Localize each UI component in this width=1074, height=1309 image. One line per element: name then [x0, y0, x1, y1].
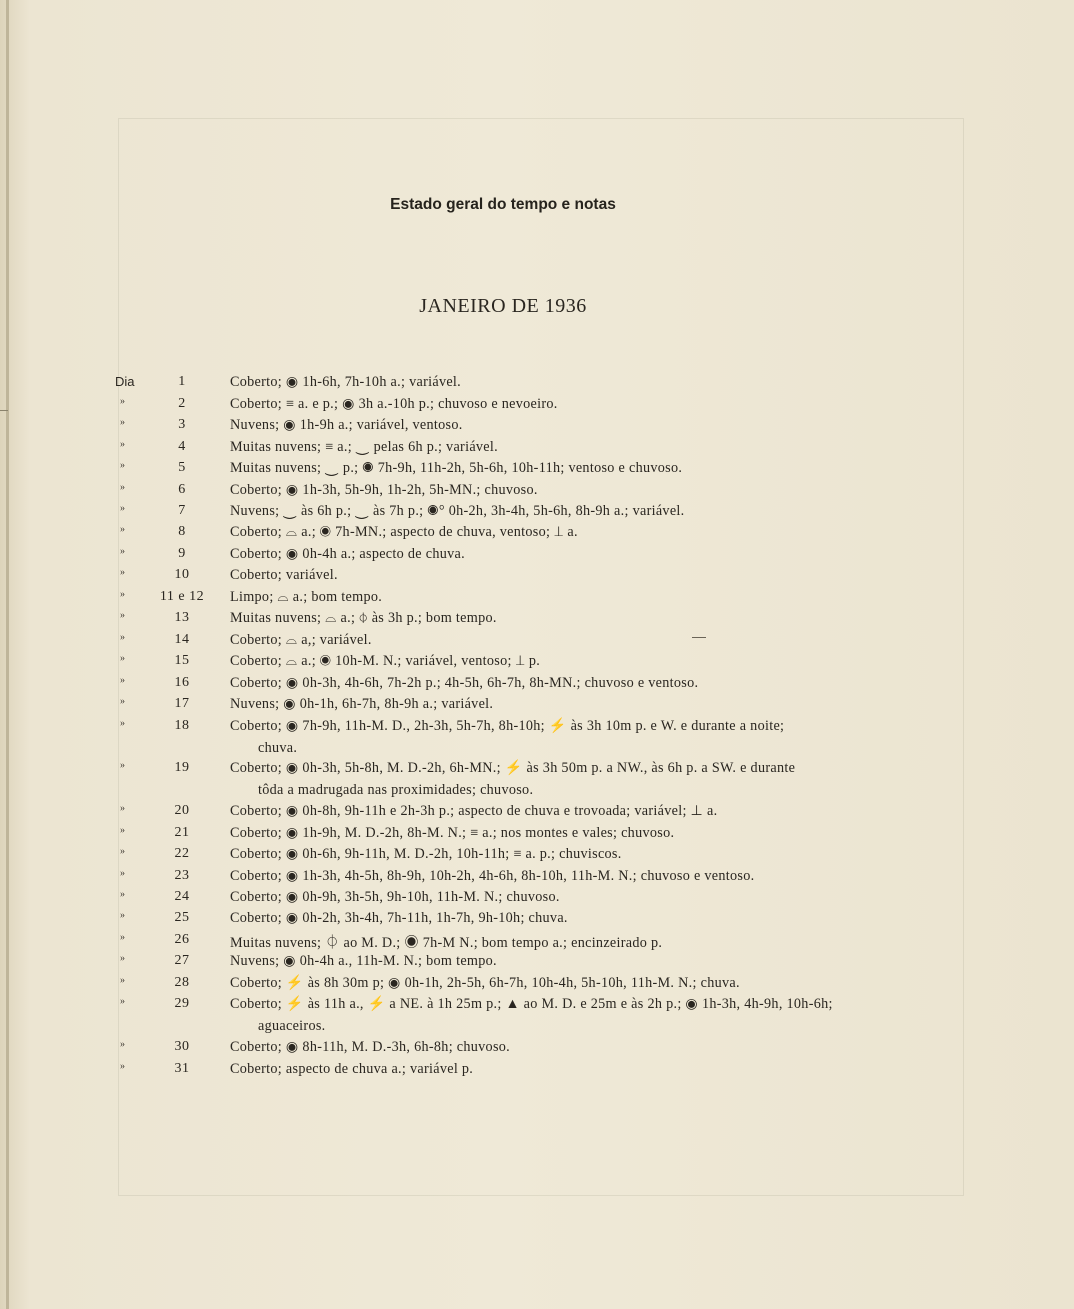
entry-row: [0, 374, 1000, 394]
entry-row: [0, 825, 1000, 845]
entry-row: [0, 482, 1000, 502]
weather-note: Coberto; ≡ a. e p.; ◉ 3h a.-10h p.; chuvoso e nevoeiro.: [230, 396, 558, 412]
day-number: 26: [174, 932, 190, 947]
ditto-mark: »: [120, 482, 125, 493]
day-number: 16: [174, 675, 190, 690]
weather-note: Coberto; ◉ 0h-9h, 3h-5h, 9h-10h, 11h-M. N.; chuvoso.: [230, 889, 560, 905]
entry-row: [0, 1039, 1000, 1059]
day-number: 20: [174, 803, 190, 818]
weather-note: Coberto; ◉ 0h-3h, 5h-8h, M. D.-2h, 6h-MN.; ⚡ às 3h 50m p. a NW., às 6h p. a SW. e durante: [230, 760, 796, 776]
entry-row: [0, 932, 1000, 952]
month-title: JANEIRO DE 1936: [419, 295, 587, 317]
entry-row: [0, 868, 1000, 888]
ditto-mark: »: [120, 567, 125, 578]
ditto-mark: »: [120, 460, 125, 471]
day-number: 10: [174, 567, 190, 582]
section-heading: Estado geral do tempo e notas: [390, 196, 616, 213]
ditto-mark: »: [120, 846, 125, 857]
entry-row: [0, 975, 1000, 995]
day-number: 14: [174, 632, 190, 647]
weather-note-continuation: chuva.: [258, 740, 298, 756]
day-number: 27: [174, 953, 190, 968]
entry-row: [0, 996, 1000, 1034]
ditto-mark: »: [120, 760, 125, 771]
weather-note: Muitas nuvens; ≡ a.; ⏝ pelas 6h p.; variável.: [230, 439, 498, 455]
weather-note: Coberto; ◉ 1h-3h, 5h-9h, 1h-2h, 5h-MN.; chuvoso.: [230, 482, 538, 498]
weather-note: Coberto; ◉ 1h-6h, 7h-10h a.; variável.: [230, 374, 462, 390]
entry-row: [0, 653, 1000, 673]
weather-note: Muitas nuvens; ⏝ p.; ◉ 7h-9h, 11h-2h, 5h-6h, 10h-11h; ventoso e chuvoso.: [230, 460, 683, 476]
day-number: 13: [174, 610, 190, 625]
entry-row: [0, 396, 1000, 416]
ditto-mark: »: [120, 675, 125, 686]
stray-dash: [692, 637, 706, 638]
entry-row: [0, 1061, 1000, 1081]
entry-row: [0, 589, 1000, 609]
entry-row: [0, 718, 1000, 756]
entry-row: [0, 760, 1000, 798]
day-number: 29: [174, 996, 190, 1011]
entry-row: [0, 910, 1000, 930]
entry-row: [0, 546, 1000, 566]
day-number: 31: [174, 1061, 190, 1076]
ditto-mark: »: [120, 653, 125, 664]
entry-row: [0, 567, 1000, 587]
entry-row: [0, 696, 1000, 716]
entry-row: [0, 610, 1000, 630]
ditto-mark: »: [120, 396, 125, 407]
ditto-mark: »: [120, 632, 125, 643]
weather-note: Coberto; ◉ 1h-9h, M. D.-2h, 8h-M. N.; ≡ a.; nos montes e vales; chuvoso.: [230, 825, 675, 841]
day-number: 2: [178, 396, 186, 411]
weather-note: Coberto; ⚡ às 11h a., ⚡ a NE. à 1h 25m p.; ▲ ao M. D. e 25m e às 2h p.; ◉ 1h-3h, 4h-9h, 10h-6h;: [230, 996, 833, 1012]
day-number: 21: [174, 825, 190, 840]
weather-note: Coberto; ⌓ a.; ◉ 7h-MN.; aspecto de chuva, ventoso; ⊥ a.: [230, 524, 578, 540]
entry-row: [0, 503, 1000, 523]
day-number: 17: [174, 696, 190, 711]
day-number: 19: [174, 760, 190, 775]
entry-row: [0, 524, 1000, 544]
weather-note: Coberto; ◉ 0h-4h a.; aspecto de chuva.: [230, 546, 465, 562]
day-number: 4: [178, 439, 186, 454]
weather-note: Coberto; ◉ 8h-11h, M. D.-3h, 6h-8h; chuvoso.: [230, 1039, 511, 1055]
weather-note: Coberto; ◉ 0h-2h, 3h-4h, 7h-11h, 1h-7h, 9h-10h; chuva.: [230, 910, 568, 926]
day-number: 11 e 12: [159, 589, 205, 604]
ditto-mark: »: [120, 910, 125, 921]
ditto-mark: »: [120, 718, 125, 729]
ditto-mark: »: [120, 610, 125, 621]
ditto-mark: »: [120, 589, 125, 600]
dia-label: Dia: [115, 374, 135, 389]
entry-row: [0, 889, 1000, 909]
ditto-mark: »: [120, 932, 125, 943]
ditto-mark: »: [120, 953, 125, 964]
day-number: 23: [174, 868, 190, 883]
weather-note: Coberto; ⚡ às 8h 30m p; ◉ 0h-1h, 2h-5h, 6h-7h, 10h-4h, 5h-10h, 11h-M. N.; chuva.: [230, 975, 740, 991]
entry-row: [0, 953, 1000, 973]
day-number: 9: [178, 546, 186, 561]
weather-note-continuation: aguaceiros.: [258, 1018, 326, 1034]
weather-note: Coberto; ◉ 0h-6h, 9h-11h, M. D.-2h, 10h-11h; ≡ a. p.; chuviscos.: [230, 846, 622, 862]
entry-row: [0, 460, 1000, 480]
entry-row: [0, 803, 1000, 823]
day-number: 8: [178, 524, 186, 539]
entry-row: [0, 417, 1000, 437]
ditto-mark: »: [120, 996, 125, 1007]
day-number: 5: [178, 460, 186, 475]
ditto-mark: »: [120, 975, 125, 986]
weather-note: Limpo; ⌓ a.; bom tempo.: [230, 589, 383, 605]
ditto-mark: »: [120, 1039, 125, 1050]
weather-note: Coberto; ⌓ a.; ◉ 10h-M. N.; variável, ventoso; ⊥ p.: [230, 653, 541, 669]
ditto-mark: »: [120, 1061, 125, 1072]
entry-row: [0, 675, 1000, 695]
day-number: 6: [178, 482, 186, 497]
ditto-mark: »: [120, 696, 125, 707]
ditto-mark: »: [120, 803, 125, 814]
weather-note: Muitas nuvens; ⌓ a.; ⏀ às 3h p.; bom tempo.: [230, 610, 497, 626]
ditto-mark: »: [120, 889, 125, 900]
entry-row: [0, 439, 1000, 459]
day-number: 3: [178, 417, 186, 432]
day-number: 22: [174, 846, 190, 861]
entry-row: [0, 846, 1000, 866]
ditto-mark: »: [120, 417, 125, 428]
ditto-mark: »: [120, 825, 125, 836]
day-number: 24: [174, 889, 190, 904]
weather-note: Nuvens; ◉ 0h-4h a., 11h-M. N.; bom tempo.: [230, 953, 497, 969]
ditto-mark: »: [120, 546, 125, 557]
day-number: 30: [174, 1039, 190, 1054]
ditto-mark: »: [120, 868, 125, 879]
day-number: 1: [178, 374, 186, 389]
weather-note: Nuvens; ⏝ às 6h p.; ⏝ às 7h p.; ◉° 0h-2h, 3h-4h, 5h-6h, 8h-9h a.; variável.: [230, 503, 685, 519]
weather-note: Coberto; variável.: [230, 567, 338, 583]
ditto-mark: »: [120, 524, 125, 535]
weather-note: Nuvens; ◉ 1h-9h a.; variável, ventoso.: [230, 417, 463, 433]
ditto-mark: »: [120, 503, 125, 514]
weather-note: Coberto; ◉ 1h-3h, 4h-5h, 8h-9h, 10h-2h, 4h-6h, 8h-10h, 11h-M. N.; chuvoso e ventoso.: [230, 868, 755, 884]
entry-row: [0, 632, 1000, 652]
day-number: 18: [174, 718, 190, 733]
day-number: 28: [174, 975, 190, 990]
ditto-mark: »: [120, 439, 125, 450]
weather-note: Nuvens; ◉ 0h-1h, 6h-7h, 8h-9h a.; variável.: [230, 696, 494, 712]
weather-note: Coberto; ◉ 0h-3h, 4h-6h, 7h-2h p.; 4h-5h, 6h-7h, 8h-MN.; chuvoso e ventoso.: [230, 675, 699, 691]
day-number: 7: [178, 503, 186, 518]
weather-note-continuation: tôda a madrugada nas proximidades; chuvoso.: [258, 782, 534, 798]
weather-note: Coberto; aspecto de chuva a.; variável p.: [230, 1061, 474, 1077]
weather-note: Coberto; ⌓ a,; variável.: [230, 632, 372, 648]
weather-note: Muitas nuvens; ⏀ ao M. D.; ◉ 7h-M N.; bom tempo a.; encinzeirado p.: [230, 935, 663, 951]
day-number: 25: [174, 910, 190, 925]
weather-note: Coberto; ◉ 0h-8h, 9h-11h e 2h-3h p.; aspecto de chuva e trovoada; variável; ⊥ a.: [230, 803, 718, 819]
weather-note: Coberto; ◉ 7h-9h, 11h-M. D., 2h-3h, 5h-7h, 8h-10h; ⚡ às 3h 10m p. e W. e durante a noite;: [230, 718, 785, 734]
day-number: 15: [174, 653, 190, 668]
